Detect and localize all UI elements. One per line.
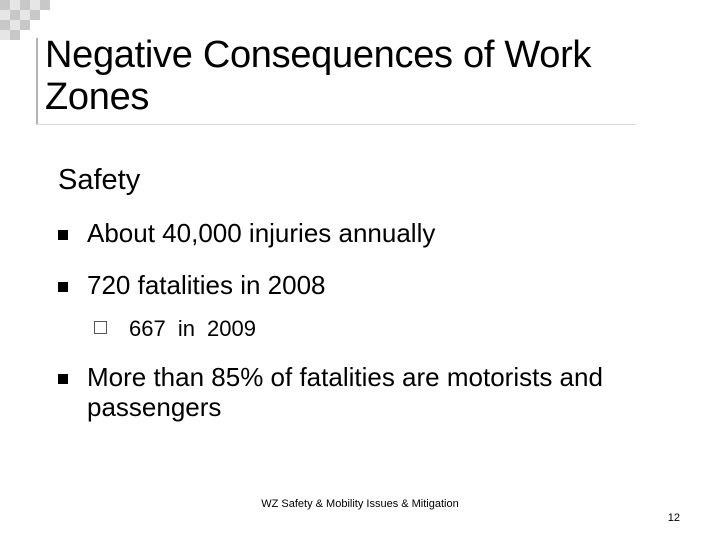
bullet-text: 720 fatalities in 2008 [87,270,326,300]
bullet-item [58,270,698,300]
title-vertical-rule [36,38,38,124]
bullet-item [58,218,698,248]
footer-text: WZ Safety & Mobility Issues & Mitigation [261,498,459,510]
title-horizontal-rule [36,124,636,125]
black-square-icon [58,374,68,384]
bullet-item [58,362,698,422]
page-number: 12 [667,512,680,524]
sub-bullet-text: 667 in 2009 [129,316,256,341]
sub-bullet-item [94,315,698,343]
bullet-text: About 40,000 injuries annually [87,218,436,248]
black-square-icon [58,230,68,240]
section-heading: Safety [58,164,141,196]
slide-title: Negative Consequences of Work Zones [45,34,592,118]
bullet-list [58,218,698,422]
black-square-icon [58,282,68,292]
hollow-square-icon [94,321,107,334]
bullet-text: More than 85% of fatalities are motorists and passengers [87,362,603,422]
